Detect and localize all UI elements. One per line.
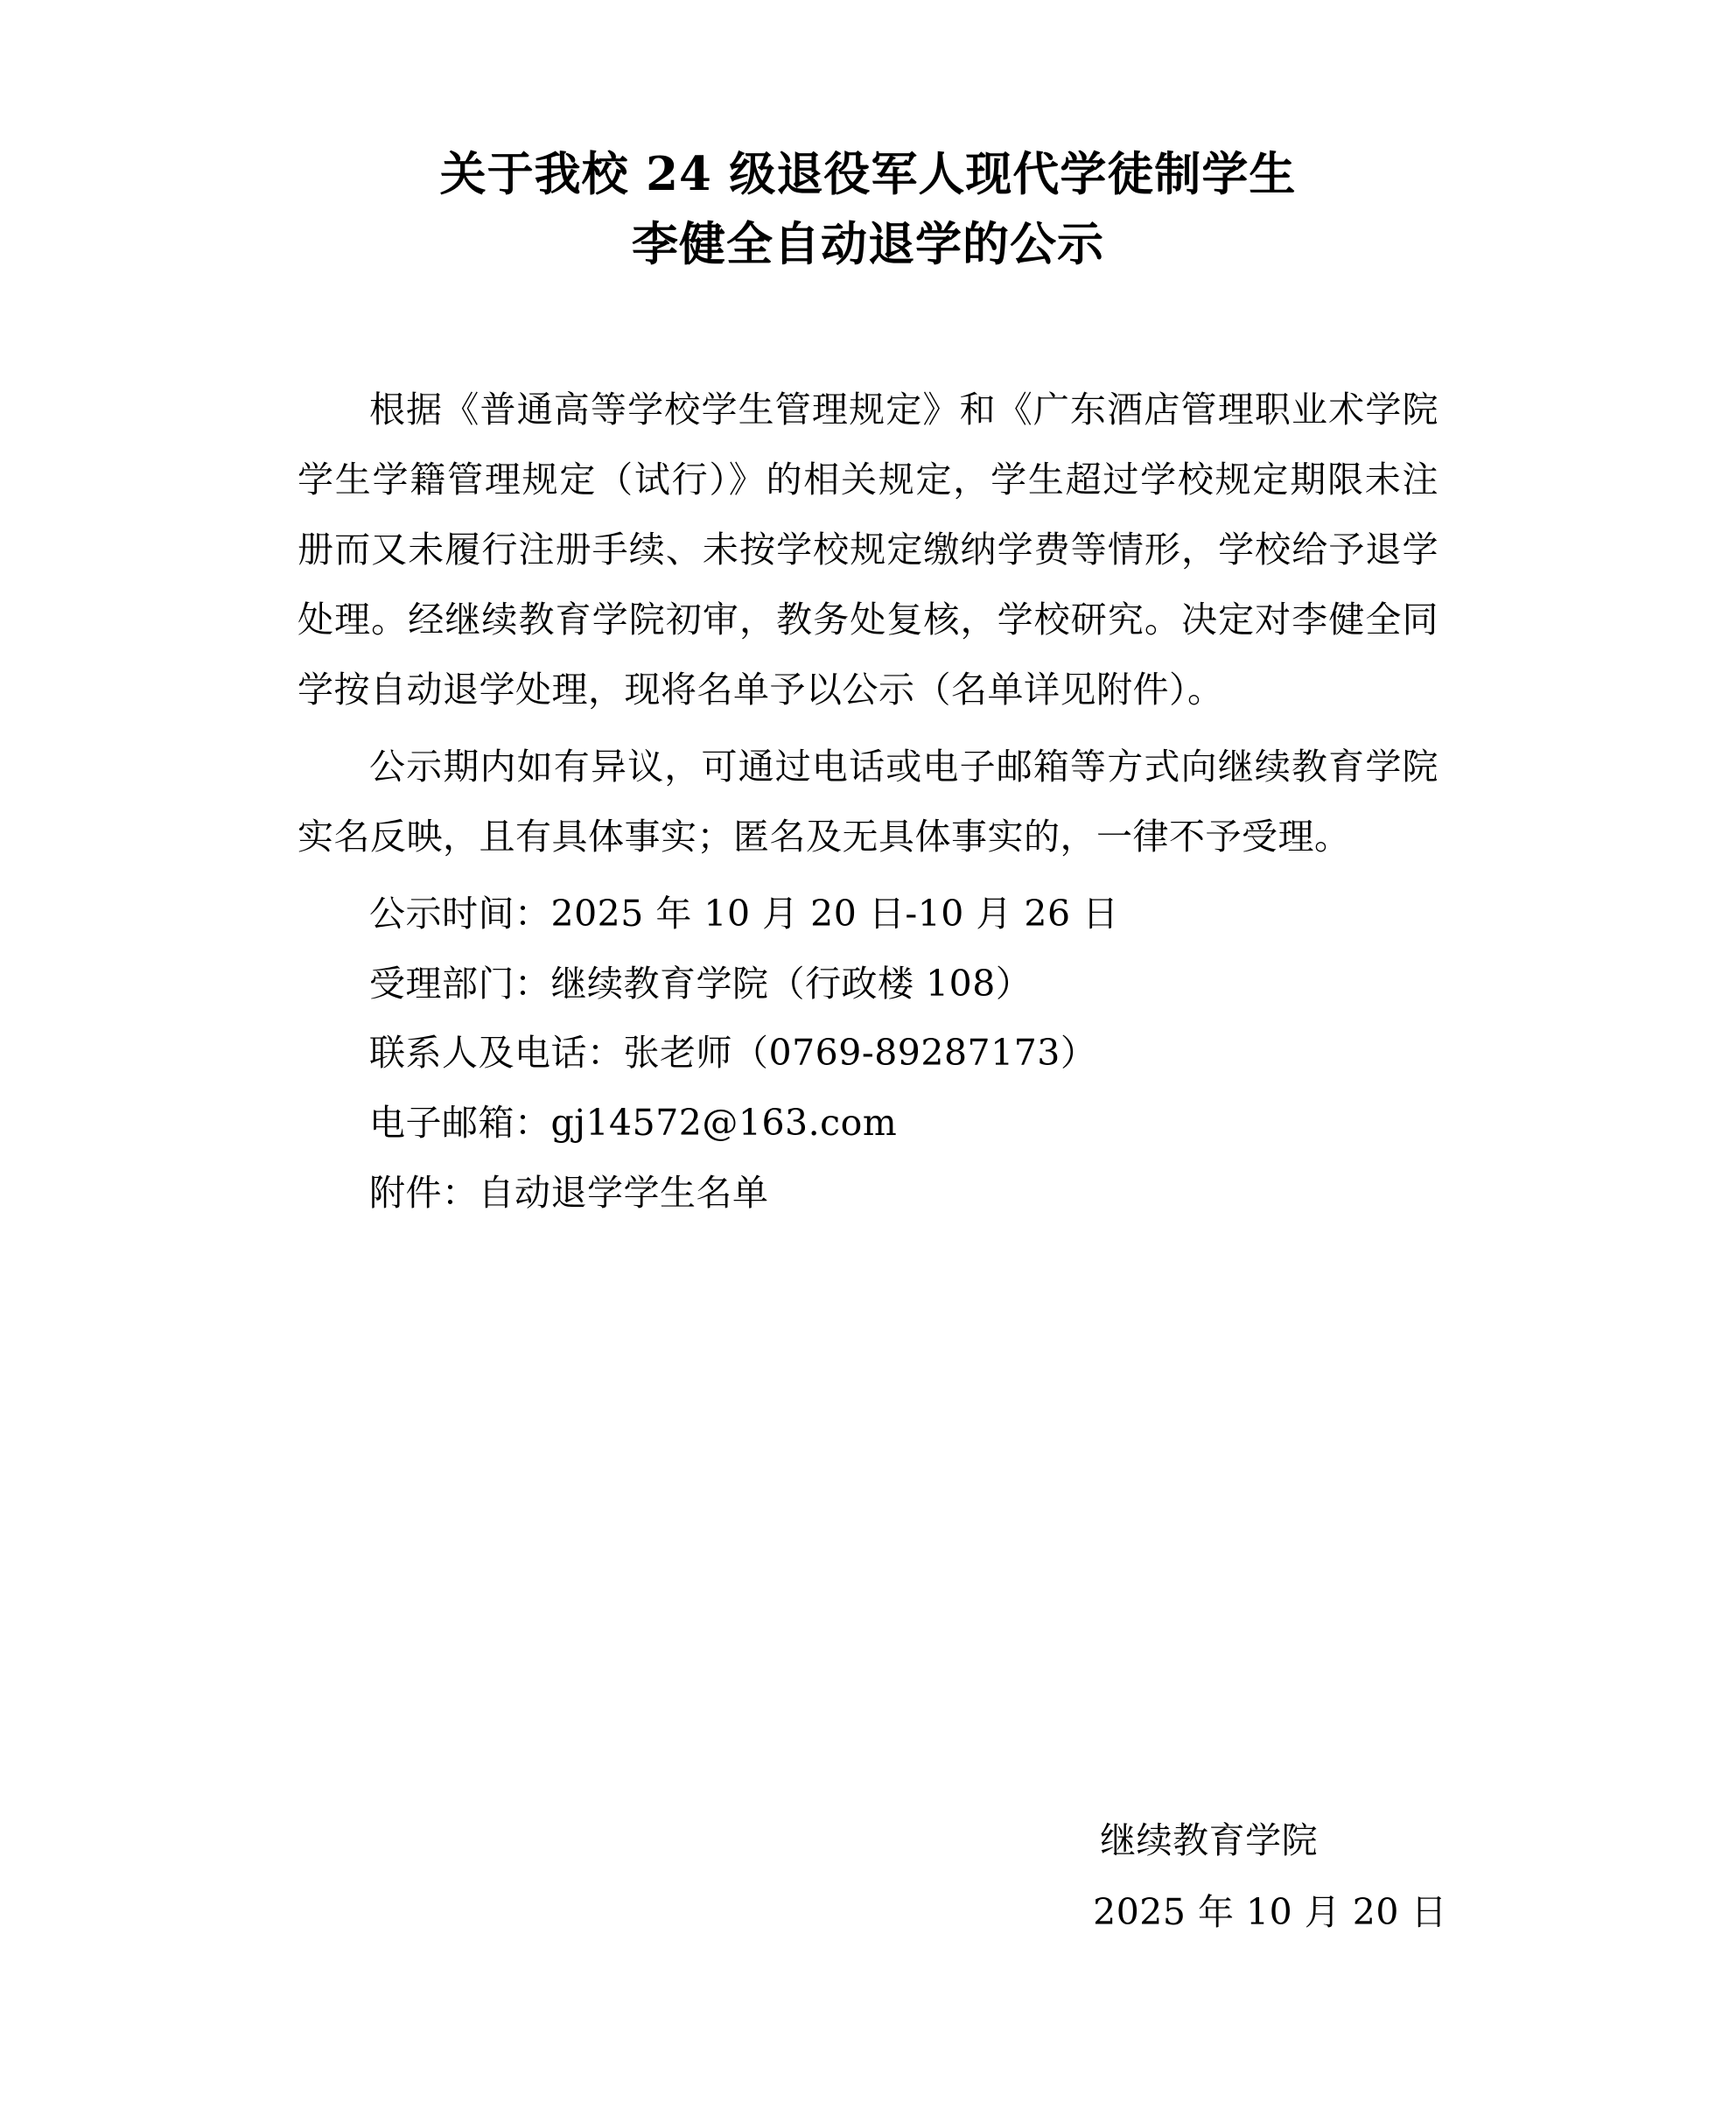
title-line-2: 李健全自动退学的公示: [632, 216, 1104, 271]
body-paragraph-2: 公示期内如有异议，可通过电话或电子邮箱等方式向继续教育学院实名反映，且有具体事实；匿名及无具体事实的，一律不予受理。: [298, 745, 1438, 858]
info-line-attachment: 附件：自动退学学生名单: [369, 1172, 769, 1215]
info-line-email: 电子邮箱：gj14572@163.com: [369, 1102, 898, 1145]
info-line-contact-phone: 联系人及电话：张老师（0769-89287173）: [369, 1032, 1097, 1075]
info-line-publicity-period: 公示时间：2025 年 10 月 20 日-10 月 26 日: [369, 892, 1119, 935]
info-line-handling-department: 受理部门：继续教育学院（行政楼 108）: [369, 962, 1032, 1005]
body-paragraph-1: 根据《普通高等学校学生管理规定》和《广东酒店管理职业术学院学生学籍管理规定（试行）》的相关规定，学生超过学校规定期限未注册而又未履行注册手续、未按学校规定缴纳学费等情形，学校给予退学处理。经继续教育学院初审，教务处复核，学校研究。决定对李健全同学按自动退学处理，现将名单予以公示（名单详见附件）。: [298, 389, 1438, 711]
signature-department: 继续教育学院: [1100, 1819, 1319, 1861]
signature-block: [1093, 1804, 1447, 1948]
document-body: [122, 375, 1614, 1229]
signature-date: 2025 年 10 月 20 日: [1093, 1891, 1447, 1933]
document-title: [122, 0, 1614, 279]
title-line-1: 关于我校 24 级退役军人现代学徒制学生: [439, 147, 1297, 201]
